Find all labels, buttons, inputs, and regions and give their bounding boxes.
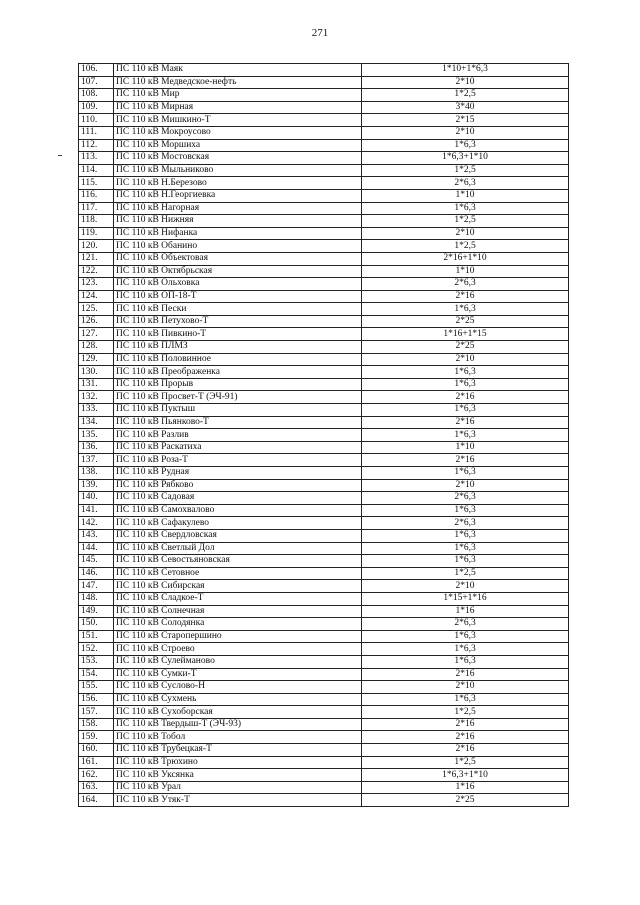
- table-row: [79, 706, 569, 719]
- table-row: [79, 542, 569, 555]
- transformer-capacity: 2*16: [362, 668, 569, 681]
- row-number: 129.: [79, 353, 114, 366]
- row-number: 108.: [79, 89, 114, 102]
- transformer-capacity: 1*6,3: [362, 303, 569, 316]
- row-number: 125.: [79, 303, 114, 316]
- transformer-capacity: 2*16: [362, 718, 569, 731]
- substation-name: ПС 110 кВ Октябрьская: [114, 265, 362, 278]
- table-row: [79, 315, 569, 328]
- substation-name: ПС 110 кВ Прорыв: [114, 378, 362, 391]
- substation-name: ПС 110 кВ Нифанка: [114, 227, 362, 240]
- substation-name: ПС 110 кВ Преображенка: [114, 366, 362, 379]
- transformer-capacity: 2*10: [362, 76, 569, 89]
- substation-name: ПС 110 кВ Нижняя: [114, 215, 362, 228]
- transformer-capacity: 2*16: [362, 731, 569, 744]
- table-row: [79, 781, 569, 794]
- row-number: 120.: [79, 240, 114, 253]
- transformer-capacity: 1*6,3: [362, 429, 569, 442]
- table-row: [79, 567, 569, 580]
- transformer-capacity: 1*6,3+1*10: [362, 769, 569, 782]
- substation-name: ПС 110 кВ Объектовая: [114, 252, 362, 265]
- row-number: 148.: [79, 592, 114, 605]
- transformer-capacity: 2*10: [362, 353, 569, 366]
- transformer-capacity: 1*15+1*16: [362, 592, 569, 605]
- table-row: [79, 152, 569, 165]
- table-row: [79, 416, 569, 429]
- page-number: 271: [311, 27, 329, 39]
- row-number: 144.: [79, 542, 114, 555]
- row-number: 139.: [79, 479, 114, 492]
- transformer-capacity: 2*6,3: [362, 517, 569, 530]
- row-number: 111.: [79, 126, 114, 139]
- table-row: [79, 76, 569, 89]
- row-number: 119.: [79, 227, 114, 240]
- transformer-capacity: 2*25: [362, 341, 569, 354]
- table-row: [79, 731, 569, 744]
- table-row: [79, 693, 569, 706]
- transformer-capacity: 2*10: [362, 126, 569, 139]
- transformer-capacity: 1*2,5: [362, 567, 569, 580]
- substation-name: ПС 110 кВ Уксянка: [114, 769, 362, 782]
- row-number: 142.: [79, 517, 114, 530]
- substation-name: ПС 110 кВ Просвет-Т (ЭЧ-91): [114, 391, 362, 404]
- substation-name: ПС 110 кВ Сухмень: [114, 693, 362, 706]
- row-number: 109.: [79, 101, 114, 114]
- substation-name: ПС 110 кВ Твердыш-Т (ЭЧ-93): [114, 718, 362, 731]
- row-number: 106.: [79, 64, 114, 77]
- substation-name: ПС 110 кВ Сухоборская: [114, 706, 362, 719]
- row-number: 150.: [79, 618, 114, 631]
- row-number: 131.: [79, 378, 114, 391]
- transformer-capacity: 2*16+1*10: [362, 252, 569, 265]
- transformer-capacity: 1*2,5: [362, 756, 569, 769]
- table-row: [79, 278, 569, 291]
- table-row: [79, 164, 569, 177]
- table-row: [79, 479, 569, 492]
- row-number: 153.: [79, 655, 114, 668]
- substation-name: ПС 110 кВ Самохвалово: [114, 504, 362, 517]
- substation-name: ПС 110 кВ Урал: [114, 781, 362, 794]
- row-number: 151.: [79, 630, 114, 643]
- transformer-capacity: 2*10: [362, 681, 569, 694]
- substation-name: ПС 110 кВ Мыльниково: [114, 164, 362, 177]
- row-number: 123.: [79, 278, 114, 291]
- substation-name: ПС 110 кВ Утяк-Т: [114, 794, 362, 807]
- row-number: 149.: [79, 605, 114, 618]
- row-number: 147.: [79, 580, 114, 593]
- substation-name: ПС 110 кВ Половинное: [114, 353, 362, 366]
- substation-name: ПС 110 кВ Нагорная: [114, 202, 362, 215]
- substation-name: ПС 110 кВ Сафакулево: [114, 517, 362, 530]
- row-number: 154.: [79, 668, 114, 681]
- substation-name: ПС 110 кВ Медведское-нефть: [114, 76, 362, 89]
- transformer-capacity: 2*16: [362, 416, 569, 429]
- row-number: 118.: [79, 215, 114, 228]
- row-number: 107.: [79, 76, 114, 89]
- substation-name: ПС 110 кВ Трубецкая-Т: [114, 744, 362, 757]
- transformer-capacity: 1*6,3+1*10: [362, 152, 569, 165]
- transformer-capacity: 2*16: [362, 454, 569, 467]
- substation-name: ПС 110 кВ Свердловская: [114, 529, 362, 542]
- row-number: 114.: [79, 164, 114, 177]
- table-row: [79, 718, 569, 731]
- substation-name: ПС 110 кВ Пьянково-Т: [114, 416, 362, 429]
- row-number: 117.: [79, 202, 114, 215]
- transformer-capacity: 1*2,5: [362, 164, 569, 177]
- substation-table-body: [79, 64, 569, 807]
- substation-name: ПС 110 кВ Моршиха: [114, 139, 362, 152]
- row-number: 137.: [79, 454, 114, 467]
- transformer-capacity: 1*6,3: [362, 630, 569, 643]
- substation-name: ПС 110 кВ Рудная: [114, 467, 362, 480]
- transformer-capacity: 1*16: [362, 605, 569, 618]
- table-row: [79, 227, 569, 240]
- table-row: [79, 504, 569, 517]
- transformer-capacity: 1*6,3: [362, 655, 569, 668]
- transformer-capacity: 2*25: [362, 794, 569, 807]
- transformer-capacity: 1*6,3: [362, 202, 569, 215]
- transformer-capacity: 1*6,3: [362, 529, 569, 542]
- substation-name: ПС 110 кВ Солодянка: [114, 618, 362, 631]
- row-number: 124.: [79, 290, 114, 303]
- row-number: 122.: [79, 265, 114, 278]
- transformer-capacity: 1*6,3: [362, 555, 569, 568]
- row-number: 128.: [79, 341, 114, 354]
- row-number: 162.: [79, 769, 114, 782]
- row-number: 158.: [79, 718, 114, 731]
- table-row: [79, 580, 569, 593]
- row-number: 156.: [79, 693, 114, 706]
- substation-name: ПС 110 кВ Старопершино: [114, 630, 362, 643]
- substation-name: ПС 110 кВ Строево: [114, 643, 362, 656]
- table-row: [79, 605, 569, 618]
- table-row: [79, 529, 569, 542]
- substation-name: ПС 110 кВ Роза-Т: [114, 454, 362, 467]
- table-row: [79, 303, 569, 316]
- transformer-capacity: 1*6,3: [362, 643, 569, 656]
- transformer-capacity: 2*10: [362, 479, 569, 492]
- transformer-capacity: 2*16: [362, 744, 569, 757]
- table-row: [79, 177, 569, 190]
- table-row: [79, 240, 569, 253]
- transformer-capacity: 1*6,3: [362, 504, 569, 517]
- substation-name: ПС 110 кВ ПЛМЗ: [114, 341, 362, 354]
- table-row: [79, 114, 569, 127]
- transformer-capacity: 1*2,5: [362, 89, 569, 102]
- row-number: 121.: [79, 252, 114, 265]
- row-number: 136.: [79, 441, 114, 454]
- table-row: [79, 89, 569, 102]
- substation-name: ПС 110 кВ Н.Георгиевка: [114, 189, 362, 202]
- transformer-capacity: 1*6,3: [362, 378, 569, 391]
- table-row: [79, 328, 569, 341]
- transformer-capacity: 1*10: [362, 189, 569, 202]
- table-row: [79, 126, 569, 139]
- table-row: [79, 592, 569, 605]
- table-row: [79, 366, 569, 379]
- row-number: 140.: [79, 492, 114, 505]
- table-row: [79, 794, 569, 807]
- substation-name: ПС 110 кВ Тобол: [114, 731, 362, 744]
- table-row: [79, 643, 569, 656]
- transformer-capacity: 2*6,3: [362, 177, 569, 190]
- transformer-capacity: 3*40: [362, 101, 569, 114]
- substation-name: ПС 110 кВ Солнечная: [114, 605, 362, 618]
- table-row: [79, 139, 569, 152]
- table-row: [79, 769, 569, 782]
- transformer-capacity: 2*6,3: [362, 618, 569, 631]
- table-row: [79, 517, 569, 530]
- table-row: [79, 265, 569, 278]
- table-row: [79, 454, 569, 467]
- row-number: 135.: [79, 429, 114, 442]
- substation-name: ПС 110 кВ Мокроусово: [114, 126, 362, 139]
- substation-name: ПС 110 кВ Пуктыш: [114, 404, 362, 417]
- row-number: 145.: [79, 555, 114, 568]
- substation-name: ПС 110 кВ ОП-18-Т: [114, 290, 362, 303]
- transformer-capacity: 2*6,3: [362, 492, 569, 505]
- substation-name: ПС 110 кВ Трюхино: [114, 756, 362, 769]
- transformer-capacity: 1*2,5: [362, 240, 569, 253]
- substation-table: [78, 63, 569, 807]
- row-number: 141.: [79, 504, 114, 517]
- table-row: [79, 744, 569, 757]
- row-number: 116.: [79, 189, 114, 202]
- substation-name: ПС 110 кВ Суслово-Н: [114, 681, 362, 694]
- transformer-capacity: 1*16: [362, 781, 569, 794]
- transformer-capacity: 1*10: [362, 265, 569, 278]
- table-row: [79, 492, 569, 505]
- substation-name: ПС 110 кВ Сумки-Т: [114, 668, 362, 681]
- row-number: 113.: [79, 152, 114, 165]
- row-number: 160.: [79, 744, 114, 757]
- row-number: 115.: [79, 177, 114, 190]
- substation-name: ПС 110 кВ Сулейманово: [114, 655, 362, 668]
- transformer-capacity: 1*6,3: [362, 404, 569, 417]
- substation-name: ПС 110 кВ Сетовное: [114, 567, 362, 580]
- substation-name: ПС 110 кВ Пески: [114, 303, 362, 316]
- transformer-capacity: 1*6,3: [362, 542, 569, 555]
- transformer-capacity: 2*6,3: [362, 278, 569, 291]
- table-row: [79, 189, 569, 202]
- substation-name: ПС 110 кВ Н.Березово: [114, 177, 362, 190]
- row-number: 138.: [79, 467, 114, 480]
- row-number: 127.: [79, 328, 114, 341]
- substation-name: ПС 110 кВ Севостьяновская: [114, 555, 362, 568]
- row-number: 164.: [79, 794, 114, 807]
- transformer-capacity: 1*6,3: [362, 366, 569, 379]
- substation-name: ПС 110 кВ Петухово-Т: [114, 315, 362, 328]
- substation-name: ПС 110 кВ Мирная: [114, 101, 362, 114]
- table-row: [79, 252, 569, 265]
- transformer-capacity: 2*10: [362, 580, 569, 593]
- table-row: [79, 429, 569, 442]
- row-number: 112.: [79, 139, 114, 152]
- substation-name: ПС 110 кВ Рябково: [114, 479, 362, 492]
- row-number: 152.: [79, 643, 114, 656]
- row-number: 161.: [79, 756, 114, 769]
- row-number: 133.: [79, 404, 114, 417]
- row-number: 126.: [79, 315, 114, 328]
- substation-name: ПС 110 кВ Пивкино-Т: [114, 328, 362, 341]
- row-number: 159.: [79, 731, 114, 744]
- table-row: [79, 215, 569, 228]
- transformer-capacity: 1*10: [362, 441, 569, 454]
- table-row: [79, 681, 569, 694]
- substation-name: ПС 110 кВ Светлый Дол: [114, 542, 362, 555]
- substation-name: ПС 110 кВ Сладкое-Т: [114, 592, 362, 605]
- substation-name: ПС 110 кВ Маяк: [114, 64, 362, 77]
- table-row: [79, 668, 569, 681]
- substation-name: ПС 110 кВ Сибирская: [114, 580, 362, 593]
- table-row: [79, 404, 569, 417]
- table-row: [79, 618, 569, 631]
- row-number: 143.: [79, 529, 114, 542]
- row-number: 163.: [79, 781, 114, 794]
- table-row: [79, 353, 569, 366]
- table-row: [79, 391, 569, 404]
- table-row: [79, 630, 569, 643]
- substation-name: ПС 110 кВ Мостовская: [114, 152, 362, 165]
- transformer-capacity: 1*6,3: [362, 139, 569, 152]
- table-row: [79, 555, 569, 568]
- substation-name: ПС 110 кВ Обанино: [114, 240, 362, 253]
- transformer-capacity: 2*15: [362, 114, 569, 127]
- transformer-capacity: 2*25: [362, 315, 569, 328]
- row-number: 110.: [79, 114, 114, 127]
- row-number: 146.: [79, 567, 114, 580]
- table-row: [79, 756, 569, 769]
- row-number: 132.: [79, 391, 114, 404]
- table-row: [79, 290, 569, 303]
- row-number: 157.: [79, 706, 114, 719]
- table-row: [79, 202, 569, 215]
- table-row: [79, 467, 569, 480]
- row-number: 155.: [79, 681, 114, 694]
- transformer-capacity: 1*6,3: [362, 467, 569, 480]
- row-number: 134.: [79, 416, 114, 429]
- transformer-capacity: 2*10: [362, 227, 569, 240]
- transformer-capacity: 1*6,3: [362, 693, 569, 706]
- table-row: [79, 378, 569, 391]
- substation-name: ПС 110 кВ Разлив: [114, 429, 362, 442]
- substation-name: ПС 110 кВ Раскатиха: [114, 441, 362, 454]
- substation-name: ПС 110 кВ Ольховка: [114, 278, 362, 291]
- substation-name: ПС 110 кВ Мишкино-Т: [114, 114, 362, 127]
- table-row: [79, 64, 569, 77]
- margin-dash-mark: [58, 155, 62, 156]
- transformer-capacity: 2*16: [362, 391, 569, 404]
- table-row: [79, 441, 569, 454]
- substation-name: ПС 110 кВ Мир: [114, 89, 362, 102]
- transformer-capacity: 1*16+1*15: [362, 328, 569, 341]
- transformer-capacity: 1*2,5: [362, 706, 569, 719]
- row-number: 130.: [79, 366, 114, 379]
- table-row: [79, 341, 569, 354]
- transformer-capacity: 1*2,5: [362, 215, 569, 228]
- table-row: [79, 655, 569, 668]
- transformer-capacity: 1*10+1*6,3: [362, 64, 569, 77]
- transformer-capacity: 2*16: [362, 290, 569, 303]
- table-row: [79, 101, 569, 114]
- substation-name: ПС 110 кВ Садовая: [114, 492, 362, 505]
